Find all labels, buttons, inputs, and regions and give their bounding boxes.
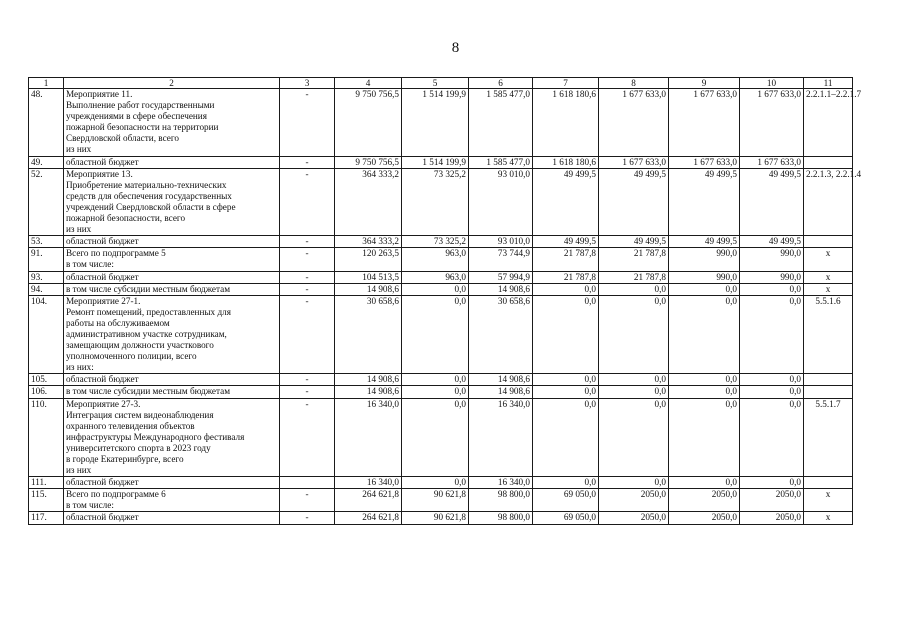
amount-cell: 0,0 bbox=[740, 398, 804, 477]
header-cell: 1 bbox=[29, 78, 64, 89]
amount-cell: 49 499,5 bbox=[740, 168, 804, 236]
row-number: 48. bbox=[29, 89, 64, 157]
row-name-line: Всего по подпрограмме 6 bbox=[66, 489, 166, 500]
target-ref: х bbox=[804, 512, 853, 524]
row-name-line: из них: bbox=[66, 362, 94, 373]
source-code: - bbox=[280, 512, 335, 524]
row-name-line: Интеграция систем видеонаблюдения bbox=[66, 409, 214, 420]
row-name-line: Всего по подпрограмме 5 bbox=[66, 248, 166, 259]
source-code: - bbox=[280, 398, 335, 477]
row-number: 52. bbox=[29, 168, 64, 236]
amount-cell: 16 340,0 bbox=[335, 398, 402, 477]
row-number: 117. bbox=[29, 512, 64, 524]
amount-cell: 21 787,8 bbox=[599, 271, 669, 283]
amount-cell: 364 333,2 bbox=[335, 236, 402, 248]
amount-cell: 93 010,0 bbox=[469, 168, 533, 236]
amount-cell: 73 744,9 bbox=[469, 248, 533, 271]
row-name-line: из них bbox=[66, 144, 92, 155]
row-name-line: инфраструктуры Международного фестиваля bbox=[66, 431, 245, 442]
row-number: 115. bbox=[29, 489, 64, 512]
amount-cell: 9 750 756,5 bbox=[335, 156, 402, 168]
table-row bbox=[29, 271, 853, 283]
amount-cell: 1 677 633,0 bbox=[599, 156, 669, 168]
amount-cell: 14 908,6 bbox=[335, 374, 402, 386]
header-cell: 7 bbox=[533, 78, 599, 89]
amount-cell: 0,0 bbox=[740, 386, 804, 398]
amount-cell: 0,0 bbox=[740, 374, 804, 386]
amount-cell: 1 677 633,0 bbox=[599, 89, 669, 157]
target-ref bbox=[804, 386, 853, 398]
amount-cell: 1 677 633,0 bbox=[740, 156, 804, 168]
row-name-line: областной бюджет bbox=[66, 374, 139, 385]
source-code: - bbox=[280, 248, 335, 271]
amount-cell: 1 677 633,0 bbox=[669, 89, 740, 157]
amount-cell: 0,0 bbox=[533, 398, 599, 477]
row-number: 93. bbox=[29, 271, 64, 283]
amount-cell: 0,0 bbox=[599, 295, 669, 374]
amount-cell: 14 908,6 bbox=[335, 283, 402, 295]
amount-cell: 1 677 633,0 bbox=[740, 89, 804, 157]
table-row bbox=[29, 248, 853, 271]
row-number: 106. bbox=[29, 386, 64, 398]
row-name bbox=[64, 374, 280, 386]
row-name-line: учреждений Свердловской области в сфере bbox=[66, 201, 236, 212]
amount-cell: 0,0 bbox=[599, 398, 669, 477]
amount-cell: 90 621,8 bbox=[402, 512, 469, 524]
row-name bbox=[64, 295, 280, 374]
row-name-line: в том числе субсидии местным бюджетам bbox=[66, 386, 231, 397]
amount-cell: 0,0 bbox=[669, 283, 740, 295]
amount-cell: 0,0 bbox=[669, 386, 740, 398]
amount-cell: 364 333,2 bbox=[335, 168, 402, 236]
header-cell: 10 bbox=[740, 78, 804, 89]
amount-cell: 0,0 bbox=[533, 295, 599, 374]
row-name-line: учреждениями в сфере обеспечения bbox=[66, 111, 207, 122]
amount-cell: 2050,0 bbox=[599, 512, 669, 524]
amount-cell: 21 787,8 bbox=[533, 248, 599, 271]
amount-cell: 9 750 756,5 bbox=[335, 89, 402, 157]
source-code: - bbox=[280, 295, 335, 374]
table-row bbox=[29, 489, 853, 512]
amount-cell: 0,0 bbox=[599, 477, 669, 489]
amount-cell: 0,0 bbox=[402, 295, 469, 374]
amount-cell: 14 908,6 bbox=[469, 374, 533, 386]
target-ref: х bbox=[804, 248, 853, 271]
table-row bbox=[29, 283, 853, 295]
source-code: - bbox=[280, 271, 335, 283]
target-ref: х bbox=[804, 283, 853, 295]
row-name-line: охранного телевидения объектов bbox=[66, 420, 195, 431]
table-row bbox=[29, 477, 853, 489]
source-code: - bbox=[280, 374, 335, 386]
header-cell: 11 bbox=[804, 78, 853, 89]
amount-cell: 1 585 477,0 bbox=[469, 89, 533, 157]
amount-cell: 0,0 bbox=[533, 374, 599, 386]
target-ref bbox=[804, 477, 853, 489]
amount-cell: 73 325,2 bbox=[402, 168, 469, 236]
row-name-line: областной бюджет bbox=[66, 236, 139, 247]
target-ref: х bbox=[804, 271, 853, 283]
target-ref bbox=[804, 374, 853, 386]
amount-cell: 0,0 bbox=[599, 283, 669, 295]
amount-cell: 49 499,5 bbox=[740, 236, 804, 248]
row-name-line: замещающим должности участкового bbox=[66, 340, 214, 351]
amount-cell: 2050,0 bbox=[599, 489, 669, 512]
header-cell: 9 bbox=[669, 78, 740, 89]
row-name-line: пожарной безопасности на территории bbox=[66, 122, 219, 133]
amount-cell: 1 514 199,9 bbox=[402, 156, 469, 168]
amount-cell: 1 618 180,6 bbox=[533, 156, 599, 168]
row-name bbox=[64, 248, 280, 271]
row-number: 94. bbox=[29, 283, 64, 295]
row-name bbox=[64, 283, 280, 295]
row-name-line: областной бюджет bbox=[66, 512, 139, 523]
row-name-line: Мероприятие 11. bbox=[66, 89, 133, 99]
amount-cell: 0,0 bbox=[402, 477, 469, 489]
row-name bbox=[64, 512, 280, 524]
table-row bbox=[29, 398, 853, 477]
row-name-line: Мероприятие 13. bbox=[66, 168, 133, 179]
row-name-line: Мероприятие 27-3. bbox=[66, 398, 141, 409]
amount-cell: 0,0 bbox=[669, 295, 740, 374]
amount-cell: 0,0 bbox=[402, 386, 469, 398]
row-name-line: в том числе субсидии местным бюджетам bbox=[66, 283, 231, 294]
amount-cell: 264 621,8 bbox=[335, 489, 402, 512]
amount-cell: 0,0 bbox=[669, 477, 740, 489]
row-name-line: в городе Екатеринбурге, всего bbox=[66, 454, 184, 464]
amount-cell: 69 050,0 bbox=[533, 489, 599, 512]
row-name-line: административном участке сотрудникам, bbox=[66, 328, 227, 339]
source-code bbox=[280, 477, 335, 489]
amount-cell: 0,0 bbox=[402, 398, 469, 477]
row-name-line: областной бюджет bbox=[66, 271, 139, 282]
row-name-line: Мероприятие 27-1. bbox=[66, 295, 141, 306]
source-code: - bbox=[280, 89, 335, 157]
table-row bbox=[29, 236, 853, 248]
amount-cell: 120 263,5 bbox=[335, 248, 402, 271]
row-number: 111. bbox=[29, 477, 64, 489]
row-name-line: Приобретение материально-технических bbox=[66, 179, 227, 190]
table-row bbox=[29, 295, 853, 374]
table-row bbox=[29, 89, 853, 157]
amount-cell: 0,0 bbox=[533, 283, 599, 295]
amount-cell: 0,0 bbox=[402, 283, 469, 295]
amount-cell: 2050,0 bbox=[740, 489, 804, 512]
budget-table bbox=[28, 77, 862, 525]
row-name bbox=[64, 156, 280, 168]
amount-cell: 49 499,5 bbox=[669, 236, 740, 248]
amount-cell: 1 677 633,0 bbox=[669, 156, 740, 168]
row-name bbox=[64, 236, 280, 248]
row-name-line: из них bbox=[66, 224, 92, 235]
row-number: 105. bbox=[29, 374, 64, 386]
amount-cell: 990,0 bbox=[740, 248, 804, 271]
row-number: 104. bbox=[29, 295, 64, 374]
amount-cell: 49 499,5 bbox=[533, 168, 599, 236]
source-code: - bbox=[280, 156, 335, 168]
row-name-line: Выполнение работ государственными bbox=[66, 100, 215, 111]
amount-cell: 963,0 bbox=[402, 271, 469, 283]
row-name bbox=[64, 489, 280, 512]
target-ref: 2.2.1.1–2.2.1.7 bbox=[804, 89, 853, 157]
table-row bbox=[29, 156, 853, 168]
source-code: - bbox=[280, 283, 335, 295]
amount-cell: 0,0 bbox=[740, 283, 804, 295]
amount-cell: 0,0 bbox=[669, 374, 740, 386]
row-name-line: Ремонт помещений, предоставленных для bbox=[66, 306, 231, 317]
header-cell: 3 bbox=[280, 78, 335, 89]
header-row bbox=[29, 78, 853, 89]
amount-cell: 2050,0 bbox=[669, 489, 740, 512]
amount-cell: 69 050,0 bbox=[533, 512, 599, 524]
amount-cell: 0,0 bbox=[740, 295, 804, 374]
amount-cell: 49 499,5 bbox=[669, 168, 740, 236]
row-name bbox=[64, 168, 280, 236]
amount-cell: 990,0 bbox=[669, 271, 740, 283]
row-number: 53. bbox=[29, 236, 64, 248]
row-name-line: университетского спорта в 2023 году bbox=[66, 442, 211, 453]
row-number: 49. bbox=[29, 156, 64, 168]
amount-cell: 16 340,0 bbox=[469, 398, 533, 477]
header-cell: 5 bbox=[402, 78, 469, 89]
row-name-line: областной бюджет bbox=[66, 156, 139, 167]
row-name bbox=[64, 398, 280, 477]
row-name-line: средств для обеспечения государственных bbox=[66, 190, 232, 201]
row-name bbox=[64, 386, 280, 398]
amount-cell: 990,0 bbox=[740, 271, 804, 283]
header-cell: 6 bbox=[469, 78, 533, 89]
header-cell: 2 bbox=[64, 78, 280, 89]
amount-cell: 2050,0 bbox=[669, 512, 740, 524]
page-number: 8 bbox=[451, 40, 460, 56]
row-number: 91. bbox=[29, 248, 64, 271]
amount-cell: 0,0 bbox=[533, 386, 599, 398]
target-ref: 2.2.1.3, 2.2.1.4 bbox=[804, 168, 853, 236]
amount-cell: 49 499,5 bbox=[599, 236, 669, 248]
source-code: - bbox=[280, 236, 335, 248]
amount-cell: 93 010,0 bbox=[469, 236, 533, 248]
source-code: - bbox=[280, 386, 335, 398]
amount-cell: 0,0 bbox=[533, 477, 599, 489]
amount-cell: 14 908,6 bbox=[469, 386, 533, 398]
amount-cell: 1 514 199,9 bbox=[402, 89, 469, 157]
amount-cell: 57 994,9 bbox=[469, 271, 533, 283]
row-name bbox=[64, 271, 280, 283]
amount-cell: 73 325,2 bbox=[402, 236, 469, 248]
amount-cell: 21 787,8 bbox=[533, 271, 599, 283]
amount-cell: 0,0 bbox=[402, 374, 469, 386]
row-number: 110. bbox=[29, 398, 64, 477]
row-name-line: уполномоченного полиции, всего bbox=[66, 351, 197, 362]
row-name-line: из них bbox=[66, 465, 92, 476]
amount-cell: 1 585 477,0 bbox=[469, 156, 533, 168]
target-ref: х bbox=[804, 489, 853, 512]
row-name-line: Свердловской области, всего bbox=[66, 133, 179, 144]
source-code: - bbox=[280, 168, 335, 236]
amount-cell: 104 513,5 bbox=[335, 271, 402, 283]
amount-cell: 0,0 bbox=[599, 374, 669, 386]
amount-cell: 2050,0 bbox=[740, 512, 804, 524]
header-cell: 4 bbox=[335, 78, 402, 89]
table-row bbox=[29, 168, 853, 236]
row-name-line: пожарной безопасности, всего bbox=[66, 213, 186, 224]
target-ref: 5.5.1.6 bbox=[804, 295, 853, 374]
amount-cell: 0,0 bbox=[669, 398, 740, 477]
amount-cell: 14 908,6 bbox=[469, 283, 533, 295]
amount-cell: 49 499,5 bbox=[533, 236, 599, 248]
amount-cell: 0,0 bbox=[740, 477, 804, 489]
amount-cell: 98 800,0 bbox=[469, 489, 533, 512]
row-name-line: работы на обслуживаемом bbox=[66, 317, 170, 328]
amount-cell: 264 621,8 bbox=[335, 512, 402, 524]
amount-cell: 98 800,0 bbox=[469, 512, 533, 524]
row-name-line: в том числе: bbox=[66, 259, 114, 270]
amount-cell: 30 658,6 bbox=[335, 295, 402, 374]
target-ref bbox=[804, 236, 853, 248]
target-ref: 5.5.1.7 bbox=[804, 398, 853, 477]
source-code: - bbox=[280, 489, 335, 512]
amount-cell: 0,0 bbox=[599, 386, 669, 398]
table-row bbox=[29, 386, 853, 398]
amount-cell: 1 618 180,6 bbox=[533, 89, 599, 157]
amount-cell: 16 340,0 bbox=[469, 477, 533, 489]
row-name bbox=[64, 477, 280, 489]
amount-cell: 16 340,0 bbox=[335, 477, 402, 489]
row-name bbox=[64, 89, 280, 157]
row-name-line: областной бюджет bbox=[66, 477, 139, 488]
header-cell: 8 bbox=[599, 78, 669, 89]
target-ref bbox=[804, 156, 853, 168]
amount-cell: 21 787,8 bbox=[599, 248, 669, 271]
table-row bbox=[29, 512, 853, 524]
amount-cell: 30 658,6 bbox=[469, 295, 533, 374]
amount-cell: 90 621,8 bbox=[402, 489, 469, 512]
amount-cell: 49 499,5 bbox=[599, 168, 669, 236]
amount-cell: 14 908,6 bbox=[335, 386, 402, 398]
table-row bbox=[29, 374, 853, 386]
row-name-line: в том числе: bbox=[66, 500, 114, 511]
amount-cell: 963,0 bbox=[402, 248, 469, 271]
amount-cell: 990,0 bbox=[669, 248, 740, 271]
